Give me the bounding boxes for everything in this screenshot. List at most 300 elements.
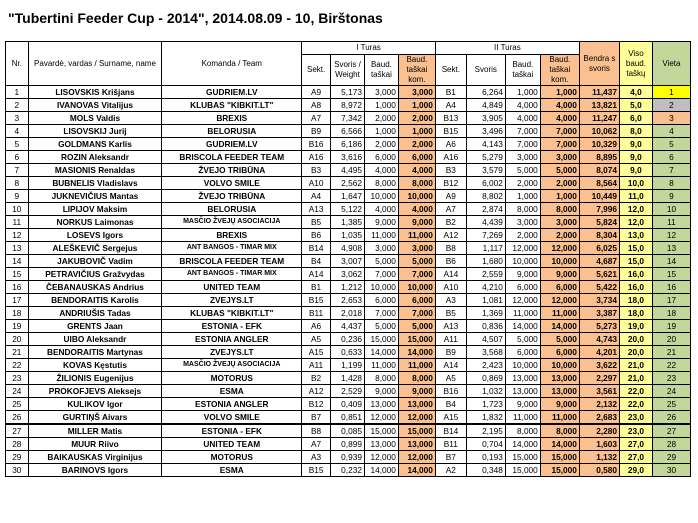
cell-nr: 7 [6, 164, 29, 177]
cell-sector1: A9 [302, 86, 331, 99]
cell-penalty2: 5,000 [540, 164, 579, 177]
cell-team: GUDRIEM.LV [162, 138, 302, 151]
table-row [6, 216, 691, 229]
cell-penalty2: 6,000 [540, 281, 579, 294]
cell-team: ESTONIA ANGLER [162, 333, 302, 346]
cell-weight2: 1,723 [466, 398, 505, 411]
cell-weight1: 2,018 [331, 307, 365, 320]
cell-penalty1: 3,000 [398, 242, 435, 255]
table-row [6, 177, 691, 190]
cell-penalty2: 3,000 [540, 151, 579, 164]
cell-points2: 3,000 [505, 216, 540, 229]
cell-place: 2 [652, 99, 690, 112]
cell-place: 30 [652, 464, 690, 477]
cell-points1: 14,000 [364, 346, 398, 359]
cell-weight1: 1,385 [331, 216, 365, 229]
cell-points1: 5,000 [364, 320, 398, 333]
cell-weight2: 4,210 [466, 281, 505, 294]
cell-total-weight: 4,743 [579, 333, 619, 346]
cell-sector2: A5 [435, 372, 466, 385]
cell-sector1: B1 [302, 281, 331, 294]
cell-weight2: 5,279 [466, 151, 505, 164]
cell-name: BUBNELIS Vladislavs [28, 177, 162, 190]
cell-total-weight: 2,132 [579, 398, 619, 411]
cell-nr: 30 [6, 464, 29, 477]
cell-sector1: B9 [302, 125, 331, 138]
cell-penalty1: 11,000 [398, 229, 435, 242]
cell-team: BELORUSIA [162, 203, 302, 216]
cell-sector2: B3 [435, 164, 466, 177]
cell-sector2: A10 [435, 281, 466, 294]
cell-points1: 9,000 [364, 385, 398, 398]
cell-name: GRENTS Jaan [28, 320, 162, 333]
cell-penalty1: 4,000 [398, 203, 435, 216]
cell-penalty1: 13,000 [398, 438, 435, 451]
cell-sector2: B12 [435, 177, 466, 190]
cell-weight2: 0,193 [466, 451, 505, 464]
cell-sector2: B9 [435, 346, 466, 359]
cell-points2: 8,000 [505, 203, 540, 216]
cell-points1: 6,000 [364, 294, 398, 307]
cell-penalty1: 11,000 [398, 359, 435, 372]
cell-points2: 15,000 [505, 451, 540, 464]
cell-name: MUUR Riivo [28, 438, 162, 451]
cell-name: KOVAS Kęstutis [28, 359, 162, 372]
cell-nr: 21 [6, 346, 29, 359]
cell-points2: 5,000 [505, 333, 540, 346]
col-name: Pavardė, vardas / Surname, name [28, 42, 162, 86]
cell-weight1: 4,437 [331, 320, 365, 333]
cell-team: BELORUSIA [162, 125, 302, 138]
cell-points2: 10,000 [505, 359, 540, 372]
table-row [6, 242, 691, 255]
table-row [6, 99, 691, 112]
cell-place: 7 [652, 164, 690, 177]
cell-nr: 28 [6, 438, 29, 451]
cell-penalty2: 4,000 [540, 99, 579, 112]
cell-total-weight: 5,273 [579, 320, 619, 333]
cell-sector1: A14 [302, 268, 331, 281]
cell-sector1: A6 [302, 320, 331, 333]
cell-nr: 8 [6, 177, 29, 190]
table-row [6, 112, 691, 125]
col-total-points: Viso baud. taškų [619, 42, 652, 86]
cell-nr: 14 [6, 255, 29, 268]
cell-points2: 3,000 [505, 151, 540, 164]
cell-team: ANT BANGOS - TIMAR MIX [162, 268, 302, 281]
cell-team: ŽVEJO TRIBŪNA [162, 190, 302, 203]
cell-points1: 7,000 [364, 307, 398, 320]
cell-sector2: A6 [435, 138, 466, 151]
cell-weight1: 1,035 [331, 229, 365, 242]
cell-weight1: 6,186 [331, 138, 365, 151]
cell-nr: 27 [6, 424, 29, 438]
cell-place: 9 [652, 190, 690, 203]
cell-total-points: 5,0 [619, 99, 652, 112]
cell-place: 18 [652, 307, 690, 320]
cell-team: BRISCOLA FEEDER TEAM [162, 255, 302, 268]
cell-weight1: 3,062 [331, 268, 365, 281]
cell-total-points: 4,0 [619, 86, 652, 99]
cell-penalty1: 1,000 [398, 99, 435, 112]
cell-nr: 26 [6, 411, 29, 425]
cell-total-points: 15,0 [619, 255, 652, 268]
cell-total-weight: 10,449 [579, 190, 619, 203]
col-pts1: Baud. taškai [364, 55, 398, 86]
cell-sector2: B11 [435, 438, 466, 451]
cell-total-points: 22,0 [619, 398, 652, 411]
cell-nr: 25 [6, 398, 29, 411]
cell-place: 14 [652, 255, 690, 268]
cell-name: UIBO Aleksandr [28, 333, 162, 346]
cell-weight2: 3,905 [466, 112, 505, 125]
cell-sector1: B14 [302, 242, 331, 255]
cell-sector2: A3 [435, 294, 466, 307]
table-row [6, 268, 691, 281]
cell-total-points: 16,0 [619, 268, 652, 281]
cell-sector1: B4 [302, 255, 331, 268]
cell-points2: 4,000 [505, 112, 540, 125]
cell-nr: 3 [6, 112, 29, 125]
cell-points1: 11,000 [364, 359, 398, 372]
cell-penalty2: 7,000 [540, 138, 579, 151]
cell-points2: 1,000 [505, 86, 540, 99]
cell-penalty1: 13,000 [398, 398, 435, 411]
cell-penalty1: 1,000 [398, 125, 435, 138]
cell-nr: 4 [6, 125, 29, 138]
cell-points2: 9,000 [505, 268, 540, 281]
cell-weight2: 1,832 [466, 411, 505, 425]
cell-weight2: 2,423 [466, 359, 505, 372]
cell-sector2: B13 [435, 112, 466, 125]
cell-total-points: 15,0 [619, 242, 652, 255]
cell-total-weight: 8,074 [579, 164, 619, 177]
cell-weight1: 2,562 [331, 177, 365, 190]
cell-place: 11 [652, 216, 690, 229]
cell-points2: 6,000 [505, 281, 540, 294]
cell-points2: 7,000 [505, 125, 540, 138]
cell-weight2: 4,143 [466, 138, 505, 151]
cell-sector2: B2 [435, 216, 466, 229]
table-row [6, 229, 691, 242]
cell-weight1: 5,173 [331, 86, 365, 99]
cell-sector1: A7 [302, 112, 331, 125]
cell-weight2: 0,869 [466, 372, 505, 385]
cell-points1: 4,000 [364, 203, 398, 216]
cell-penalty1: 6,000 [398, 151, 435, 164]
cell-points2: 11,000 [505, 411, 540, 425]
cell-total-points: 20,0 [619, 346, 652, 359]
cell-sector1: B16 [302, 138, 331, 151]
cell-penalty2: 10,000 [540, 255, 579, 268]
col-pen2: Baud. taškai kom. [540, 55, 579, 86]
cell-points2: 14,000 [505, 320, 540, 333]
cell-place: 16 [652, 281, 690, 294]
cell-sector1: A13 [302, 203, 331, 216]
cell-name: ROZIN Aleksandr [28, 151, 162, 164]
cell-nr: 18 [6, 307, 29, 320]
cell-total-points: 9,0 [619, 164, 652, 177]
cell-weight1: 6,566 [331, 125, 365, 138]
cell-nr: 5 [6, 138, 29, 151]
cell-sector2: A14 [435, 359, 466, 372]
table-row [6, 411, 691, 425]
col-weight2: Svoris [466, 55, 505, 86]
cell-name: LISOVSKIS Krišjans [28, 86, 162, 99]
cell-penalty2: 8,000 [540, 203, 579, 216]
col-pen1: Baud. taškai kom. [398, 55, 435, 86]
cell-penalty2: 13,000 [540, 372, 579, 385]
cell-weight1: 4,908 [331, 242, 365, 255]
cell-sector2: B15 [435, 125, 466, 138]
cell-penalty1: 9,000 [398, 385, 435, 398]
cell-sector2: B16 [435, 385, 466, 398]
cell-name: ŽILIONIS Eugenijus [28, 372, 162, 385]
cell-sector1: B12 [302, 398, 331, 411]
cell-name: LISOVSKIJ Jurij [28, 125, 162, 138]
cell-penalty2: 5,000 [540, 333, 579, 346]
cell-sector1: A11 [302, 359, 331, 372]
cell-penalty2: 3,000 [540, 216, 579, 229]
table-row [6, 86, 691, 99]
cell-total-weight: 3,387 [579, 307, 619, 320]
cell-total-weight: 8,895 [579, 151, 619, 164]
cell-sector1: A5 [302, 333, 331, 346]
cell-total-points: 12,0 [619, 203, 652, 216]
cell-penalty1: 3,000 [398, 86, 435, 99]
cell-team: ŽVEJO TRIBŪNA [162, 164, 302, 177]
cell-weight2: 2,874 [466, 203, 505, 216]
cell-team: UNITED TEAM [162, 281, 302, 294]
col-sekt1: Sekt. [302, 55, 331, 86]
cell-points1: 8,000 [364, 372, 398, 385]
cell-points1: 15,000 [364, 333, 398, 346]
cell-total-weight: 1,132 [579, 451, 619, 464]
cell-penalty1: 9,000 [398, 216, 435, 229]
cell-total-points: 9,0 [619, 151, 652, 164]
cell-weight2: 3,568 [466, 346, 505, 359]
col-team: Komanda / Team [162, 42, 302, 86]
cell-name: BAIKAUSKAS Virginijus [28, 451, 162, 464]
cell-penalty2: 8,000 [540, 424, 579, 438]
cell-sector1: A3 [302, 451, 331, 464]
cell-nr: 22 [6, 359, 29, 372]
cell-name: JAKUBOVIČ Vadim [28, 255, 162, 268]
cell-total-points: 23,0 [619, 424, 652, 438]
cell-nr: 16 [6, 281, 29, 294]
cell-weight1: 4,495 [331, 164, 365, 177]
cell-weight2: 3,496 [466, 125, 505, 138]
cell-points1: 12,000 [364, 411, 398, 425]
cell-points1: 5,000 [364, 255, 398, 268]
cell-place: 29 [652, 451, 690, 464]
cell-place: 5 [652, 138, 690, 151]
cell-points2: 11,000 [505, 307, 540, 320]
col-place: Vieta [652, 42, 690, 86]
cell-total-weight: 3,734 [579, 294, 619, 307]
cell-penalty2: 14,000 [540, 320, 579, 333]
cell-penalty2: 4,000 [540, 112, 579, 125]
cell-nr: 19 [6, 320, 29, 333]
cell-place: 8 [652, 177, 690, 190]
cell-weight1: 0,232 [331, 464, 365, 477]
cell-penalty2: 7,000 [540, 125, 579, 138]
cell-place: 22 [652, 359, 690, 372]
table-row [6, 294, 691, 307]
cell-team: BRISCOLA FEEDER TEAM [162, 151, 302, 164]
cell-team: KLUBAS "KIBKIT.LT" [162, 99, 302, 112]
cell-total-weight: 2,280 [579, 424, 619, 438]
cell-penalty1: 7,000 [398, 307, 435, 320]
cell-total-points: 29,0 [619, 464, 652, 477]
cell-total-points: 22,0 [619, 385, 652, 398]
cell-nr: 23 [6, 372, 29, 385]
cell-weight2: 7,269 [466, 229, 505, 242]
table-row [6, 320, 691, 333]
cell-penalty1: 2,000 [398, 112, 435, 125]
cell-points1: 8,000 [364, 177, 398, 190]
cell-penalty1: 8,000 [398, 372, 435, 385]
cell-total-points: 23,0 [619, 411, 652, 425]
cell-points2: 1,000 [505, 190, 540, 203]
cell-nr: 1 [6, 86, 29, 99]
table-row [6, 164, 691, 177]
cell-points1: 1,000 [364, 99, 398, 112]
table-row [6, 372, 691, 385]
cell-nr: 9 [6, 190, 29, 203]
cell-team: MOTORUS [162, 372, 302, 385]
cell-sector2: A13 [435, 320, 466, 333]
cell-total-weight: 2,683 [579, 411, 619, 425]
cell-place: 17 [652, 294, 690, 307]
cell-name: ALEŠKEVIČ Sergejus [28, 242, 162, 255]
cell-sector1: B2 [302, 372, 331, 385]
cell-sector1: A4 [302, 190, 331, 203]
cell-total-points: 16,0 [619, 281, 652, 294]
cell-name: KULIKOV Igor [28, 398, 162, 411]
cell-sector1: B6 [302, 229, 331, 242]
cell-weight1: 0,633 [331, 346, 365, 359]
table-row [6, 464, 691, 477]
cell-sector1: A15 [302, 346, 331, 359]
cell-total-points: 8,0 [619, 125, 652, 138]
cell-team: ZVEJYS.LT [162, 294, 302, 307]
cell-name: BARINOVS Igors [28, 464, 162, 477]
cell-total-weight: 8,564 [579, 177, 619, 190]
cell-penalty2: 2,000 [540, 177, 579, 190]
cell-total-weight: 8,304 [579, 229, 619, 242]
cell-points1: 3,000 [364, 242, 398, 255]
cell-name: NORKUS Laimonas [28, 216, 162, 229]
cell-penalty1: 8,000 [398, 177, 435, 190]
cell-weight1: 2,529 [331, 385, 365, 398]
cell-weight2: 1,369 [466, 307, 505, 320]
cell-team: MASČIO ŽVEJŲ ASOCIACIJA [162, 359, 302, 372]
cell-weight2: 1,032 [466, 385, 505, 398]
cell-name: PETRAVIČIUS Gražvydas [28, 268, 162, 281]
cell-sector2: B6 [435, 255, 466, 268]
cell-place: 13 [652, 242, 690, 255]
cell-sector2: B4 [435, 398, 466, 411]
cell-points1: 13,000 [364, 438, 398, 451]
cell-total-points: 12,0 [619, 216, 652, 229]
cell-weight1: 1,212 [331, 281, 365, 294]
cell-sector1: B5 [302, 216, 331, 229]
table-row [6, 424, 691, 438]
cell-weight1: 0,409 [331, 398, 365, 411]
cell-sector1: B15 [302, 294, 331, 307]
cell-total-weight: 6,025 [579, 242, 619, 255]
cell-points1: 3,000 [364, 86, 398, 99]
cell-total-weight: 5,824 [579, 216, 619, 229]
cell-penalty2: 2,000 [540, 229, 579, 242]
cell-team: ESTONIA - EFK [162, 424, 302, 438]
cell-points1: 10,000 [364, 281, 398, 294]
cell-total-weight: 10,062 [579, 125, 619, 138]
cell-sector2: B5 [435, 307, 466, 320]
cell-team: KLUBAS "KIBKIT.LT" [162, 307, 302, 320]
cell-weight2: 8,802 [466, 190, 505, 203]
cell-points1: 10,000 [364, 190, 398, 203]
cell-total-points: 6,0 [619, 112, 652, 125]
cell-weight1: 5,122 [331, 203, 365, 216]
cell-place: 21 [652, 346, 690, 359]
cell-name: LIPIJOV Maksim [28, 203, 162, 216]
cell-weight1: 0,899 [331, 438, 365, 451]
cell-points1: 1,000 [364, 125, 398, 138]
cell-penalty2: 11,000 [540, 307, 579, 320]
cell-sector1: A10 [302, 177, 331, 190]
cell-nr: 24 [6, 385, 29, 398]
cell-place: 24 [652, 385, 690, 398]
cell-penalty2: 9,000 [540, 268, 579, 281]
cell-place: 1 [652, 86, 690, 99]
cell-place: 19 [652, 320, 690, 333]
cell-sector1: A7 [302, 438, 331, 451]
cell-weight2: 2,559 [466, 268, 505, 281]
cell-penalty1: 12,000 [398, 451, 435, 464]
cell-name: IVANOVAS Vitalijus [28, 99, 162, 112]
cell-sector1: B11 [302, 307, 331, 320]
cell-total-points: 21,0 [619, 359, 652, 372]
cell-points1: 9,000 [364, 216, 398, 229]
cell-penalty2: 1,000 [540, 190, 579, 203]
cell-place: 26 [652, 411, 690, 425]
cell-name: MASIONIS Renaldas [28, 164, 162, 177]
cell-team: UNITED TEAM [162, 438, 302, 451]
cell-penalty2: 12,000 [540, 242, 579, 255]
cell-sector2: A9 [435, 190, 466, 203]
cell-total-weight: 3,561 [579, 385, 619, 398]
cell-total-weight: 1,603 [579, 438, 619, 451]
cell-weight2: 4,507 [466, 333, 505, 346]
cell-sector2: A16 [435, 151, 466, 164]
cell-points1: 7,000 [364, 268, 398, 281]
cell-total-weight: 2,297 [579, 372, 619, 385]
cell-sector2: A7 [435, 203, 466, 216]
cell-total-points: 20,0 [619, 333, 652, 346]
cell-weight1: 1,428 [331, 372, 365, 385]
col-weight1: Svoris / Weight [331, 55, 365, 86]
cell-total-weight: 11,437 [579, 86, 619, 99]
cell-nr: 13 [6, 242, 29, 255]
cell-weight2: 1,081 [466, 294, 505, 307]
cell-team: ESMA [162, 385, 302, 398]
col-pts2: Baud. taškai [505, 55, 540, 86]
cell-weight2: 4,439 [466, 216, 505, 229]
cell-points1: 2,000 [364, 138, 398, 151]
table-row [6, 438, 691, 451]
